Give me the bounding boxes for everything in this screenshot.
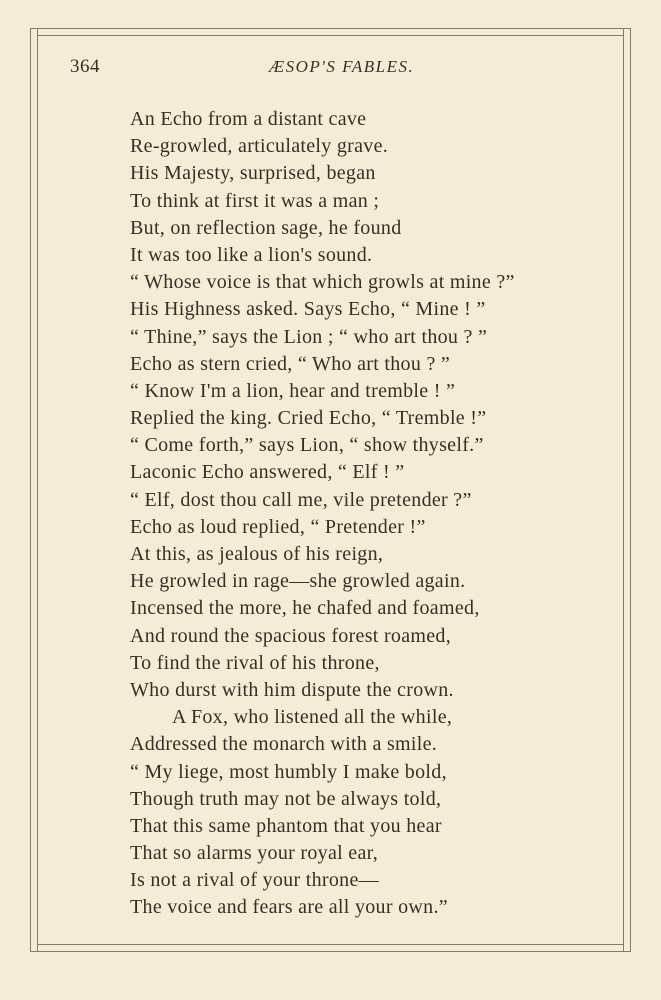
border-rule-top-inner [37, 35, 624, 36]
border-rule-right-inner [623, 28, 624, 952]
verse-line: It was too like a lion's sound. [130, 243, 373, 266]
verse-line: “ Whose voice is that which growls at mine ?” [130, 271, 515, 294]
verse-block [130, 106, 610, 922]
verse-line: To find the rival of his throne, [130, 651, 380, 674]
verse-line: Echo as loud replied, “ Pretender !” [130, 515, 426, 538]
verse-line: That this same phantom that you hear [130, 814, 442, 837]
verse-line: At this, as jealous of his reign, [130, 543, 384, 565]
verse-line: But, on reflection sage, he found [130, 216, 402, 239]
verse-line: Incensed the more, he chafed and foamed, [130, 597, 480, 620]
running-head: ÆSOP'S FABLES. [269, 57, 415, 76]
verse-line: Laconic Echo answered, “ Elf ! ” [130, 461, 405, 484]
verse-line: “ Elf, dost thou call me, vile pretender ?” [130, 488, 472, 511]
border-rule-left-outer [30, 28, 31, 952]
verse-line: He growled in rage—she growled again. [130, 570, 466, 593]
page-number: 364 [70, 56, 100, 77]
verse-line: Re-growled, articulately grave. [130, 135, 389, 158]
verse-line: Who durst with him dispute the crown. [130, 678, 454, 701]
page-header [0, 56, 661, 86]
verse-line: Replied the king. Cried Echo, “ Tremble !” [130, 407, 487, 430]
verse-line: The voice and fears are all your own.” [130, 896, 448, 919]
verse-line: To think at first it was a man ; [130, 189, 380, 212]
border-rule-bottom-inner [37, 944, 624, 945]
verse-line: “ Know I'm a lion, hear and tremble ! ” [130, 379, 456, 402]
border-rule-bottom-outer [30, 951, 631, 952]
verse-line: “ My liege, most humbly I make bold, [130, 760, 447, 783]
verse-line-indented: A Fox, who listened all the while, [172, 706, 453, 729]
verse-line: An Echo from a distant cave [130, 108, 367, 130]
verse-line: Addressed the monarch with a smile. [130, 733, 438, 756]
verse-line: Is not a rival of your throne— [130, 869, 379, 892]
verse-line: Though truth may not be always told, [130, 787, 442, 810]
verse-line: His Highness asked. Says Echo, “ Mine ! ” [130, 298, 486, 321]
border-rule-left-inner [37, 28, 38, 952]
verse-line: “ Thine,” says the Lion ; “ who art thou ? ” [130, 325, 488, 348]
verse-line: “ Come forth,” says Lion, “ show thyself.” [130, 434, 484, 457]
verse-line: His Majesty, surprised, began [130, 162, 376, 185]
verse-line: Echo as stern cried, “ Who art thou ? ” [130, 352, 451, 375]
verse-line: That so alarms your royal ear, [130, 842, 379, 865]
border-rule-top-outer [30, 28, 631, 29]
verse-line: And round the spacious forest roamed, [130, 624, 452, 647]
border-rule-right-outer [630, 28, 631, 952]
